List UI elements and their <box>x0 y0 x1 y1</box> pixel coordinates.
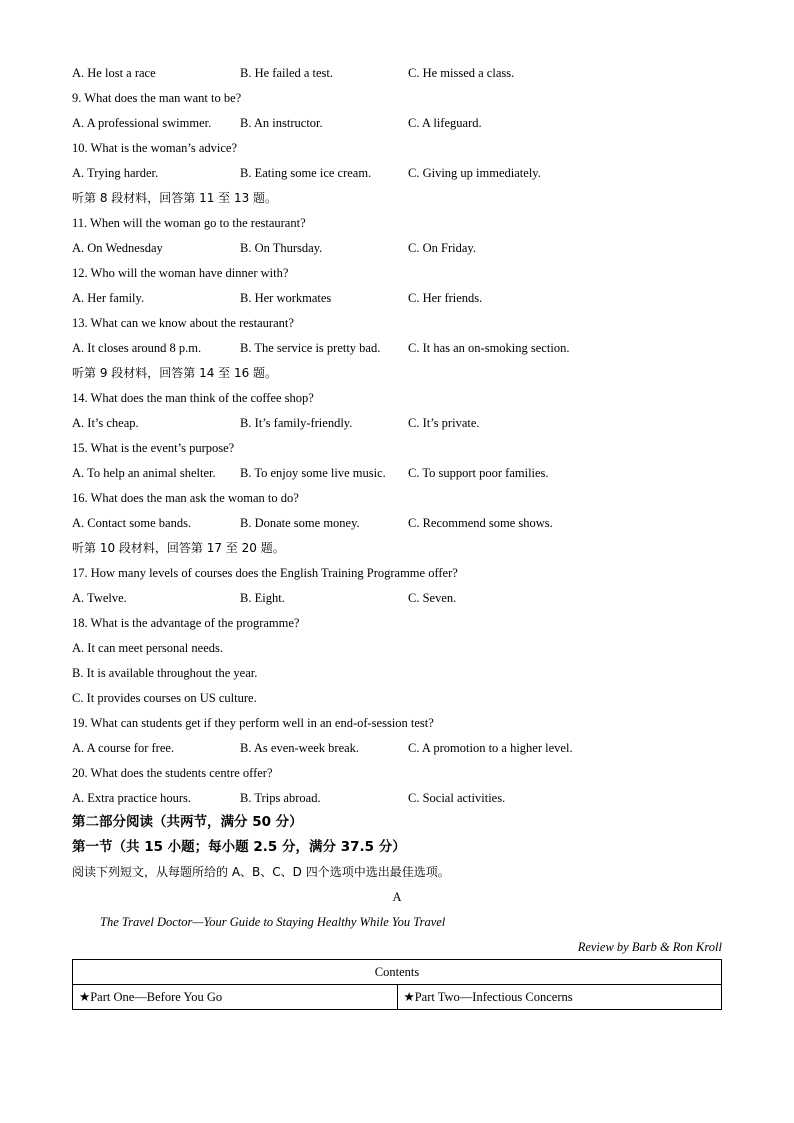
option-c: C. Her friends. <box>408 291 483 305</box>
option-c: C. It has an on-smoking section. <box>408 341 570 355</box>
option-a: A. It’s cheap. <box>72 416 139 430</box>
section-heading: 第二部分阅读（共两节，满分 50 分） <box>72 814 303 830</box>
option-c: C. It’s private. <box>408 416 480 430</box>
question-line: B. It is available throughout the year. <box>72 666 258 680</box>
option-a: A. A course for free. <box>72 741 175 755</box>
question-line: 17. How many levels of courses does the English Training Programme offer? <box>72 566 458 580</box>
option-c: C. Social activities. <box>408 791 506 805</box>
option-c: C. A lifeguard. <box>408 116 482 130</box>
review-credit: Review by Barb & Ron Kroll <box>577 940 722 954</box>
contents-part-two: ★Part Two—Infectious Concerns <box>397 985 722 1010</box>
question-line: 15. What is the event’s purpose? <box>72 441 235 455</box>
option-c: C. A promotion to a higher level. <box>408 741 573 755</box>
option-a: A. Her family. <box>72 291 145 305</box>
question-line: 14. What does the man think of the coffee shop? <box>72 391 314 405</box>
option-b: B. Her workmates <box>240 291 332 305</box>
option-a: A. Trying harder. <box>72 166 159 180</box>
option-a: A. To help an animal shelter. <box>72 466 216 480</box>
option-a: A. Contact some bands. <box>72 516 192 530</box>
option-b: B. It’s family-friendly. <box>240 416 353 430</box>
option-a: A. He lost a race <box>72 66 156 80</box>
option-a: A. Twelve. <box>72 591 127 605</box>
section-instruction: 听第 9 段材料，回答第 14 至 16 题。 <box>72 366 278 380</box>
option-a: A. On Wednesday <box>72 241 163 255</box>
passage-title: The Travel Doctor—Your Guide to Staying Healthy While You Travel <box>100 915 446 929</box>
option-b: B. The service is pretty bad. <box>240 341 381 355</box>
question-line: 18. What is the advantage of the programme? <box>72 616 300 630</box>
section-instruction: 听第 8 段材料，回答第 11 至 13 题。 <box>72 191 278 205</box>
question-line: A. It can meet personal needs. <box>72 641 223 655</box>
question-line: 10. What is the woman’s advice? <box>72 141 238 155</box>
question-line: 19. What can students get if they perform well in an end-of-session test? <box>72 716 434 730</box>
option-c: C. Recommend some shows. <box>408 516 553 530</box>
question-line: 12. Who will the woman have dinner with? <box>72 266 289 280</box>
question-line: C. It provides courses on US culture. <box>72 691 257 705</box>
option-b: B. Eating some ice cream. <box>240 166 372 180</box>
option-a: A. It closes around 8 p.m. <box>72 341 202 355</box>
section-instruction: 听第 10 段材料，回答第 17 至 20 题。 <box>72 541 285 555</box>
question-line: 9. What does the man want to be? <box>72 91 242 105</box>
question-line: 16. What does the man ask the woman to do? <box>72 491 299 505</box>
option-b: B. To enjoy some live music. <box>240 466 386 480</box>
option-b: B. As even-week break. <box>240 741 360 755</box>
option-b: B. Donate some money. <box>240 516 360 530</box>
passage-letter: A <box>392 890 402 904</box>
instruction-text: 阅读下列短文，从每题所给的 A、B、C、D 四个选项中选出最佳选项。 <box>72 865 450 879</box>
contents-table <box>72 959 722 1010</box>
question-line: 11. When will the woman go to the restaurant? <box>72 216 306 230</box>
question-line: 13. What can we know about the restaurant? <box>72 316 294 330</box>
option-c: C. He missed a class. <box>408 66 515 80</box>
contents-header: Contents <box>73 960 722 985</box>
option-c: C. To support poor families. <box>408 466 549 480</box>
option-c: C. On Friday. <box>408 241 476 255</box>
subsection-heading: 第一节（共 15 小题；每小题 2.5 分，满分 37.5 分） <box>72 839 406 855</box>
option-a: A. A professional swimmer. <box>72 116 212 130</box>
option-a: A. Extra practice hours. <box>72 791 192 805</box>
option-b: B. An instructor. <box>240 116 323 130</box>
option-c: C. Seven. <box>408 591 457 605</box>
option-b: B. Trips abroad. <box>240 791 321 805</box>
option-b: B. Eight. <box>240 591 285 605</box>
question-line: 20. What does the students centre offer? <box>72 766 273 780</box>
option-c: C. Giving up immediately. <box>408 166 541 180</box>
contents-part-one: ★Part One—Before You Go <box>73 985 398 1010</box>
option-b: B. On Thursday. <box>240 241 323 255</box>
option-b: B. He failed a test. <box>240 66 334 80</box>
